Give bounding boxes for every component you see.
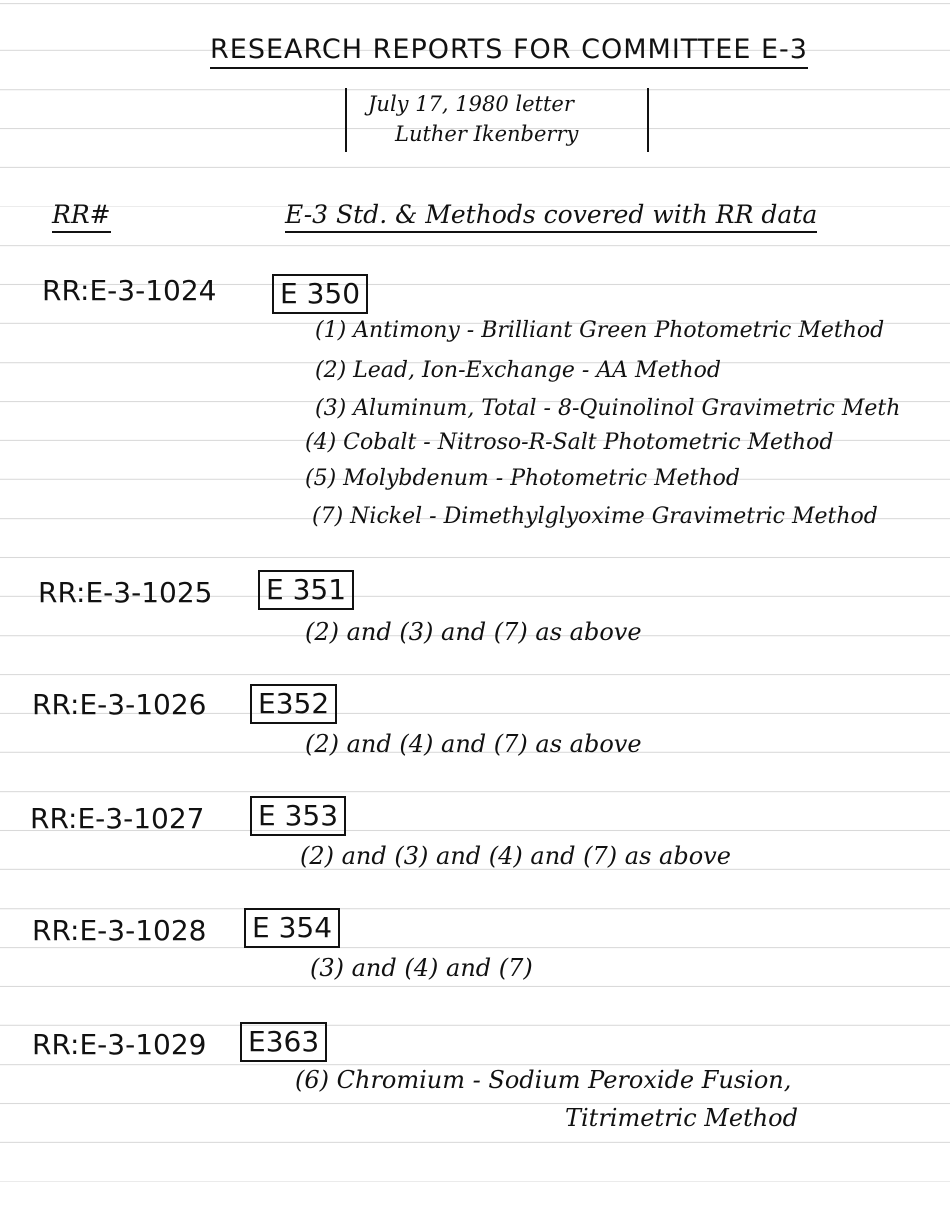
letter-note-name: Luther Ikenberry [395, 122, 579, 146]
method-line: (2) and (3) and (4) and (7) as above [300, 842, 731, 870]
method-line: (3) and (4) and (7) [310, 954, 533, 982]
rr-number: RR:E-3-1026 [32, 688, 207, 721]
method-line: (4) Cobalt - Nitroso-R-Salt Photometric Method [305, 430, 834, 455]
method-line: (2) and (4) and (7) as above [305, 730, 642, 758]
standard-box: E 353 [250, 796, 346, 836]
standard-box: E 350 [272, 274, 368, 314]
method-line: (7) Nickel - Dimethylglyoxime Gravimetric Method [312, 504, 878, 529]
letter-note-date: July 17, 1980 letter [368, 92, 574, 116]
standard-box: E 351 [258, 570, 354, 610]
method-line: (1) Antimony - Brilliant Green Photometric Method [315, 318, 885, 343]
method-line: (2) Lead, Ion-Exchange - AA Method [315, 358, 721, 383]
rr-number: RR:E-3-1029 [32, 1028, 207, 1061]
standard-box: E363 [240, 1022, 327, 1062]
rr-number: RR:E-3-1024 [42, 274, 217, 307]
rr-number: RR:E-3-1028 [32, 914, 207, 947]
method-line: Titrimetric Method [565, 1104, 798, 1132]
method-line: (6) Chromium - Sodium Peroxide Fusion, [295, 1066, 792, 1094]
standard-box: E352 [250, 684, 337, 724]
method-line: (2) and (3) and (7) as above [305, 618, 642, 646]
method-line: (5) Molybdenum - Photometric Method [305, 466, 740, 491]
standard-box: E 354 [244, 908, 340, 948]
column-header-rr: RR# [52, 200, 111, 233]
column-header-standards: E-3 Std. & Methods covered with RR data [285, 200, 817, 233]
rr-number: RR:E-3-1027 [30, 802, 205, 835]
rr-number: RR:E-3-1025 [38, 576, 213, 609]
method-line: (3) Aluminum, Total - 8-Quinolinol Gravimetric Meth [315, 396, 901, 421]
page-title: RESEARCH REPORTS FOR COMMITTEE E-3 [210, 34, 808, 69]
